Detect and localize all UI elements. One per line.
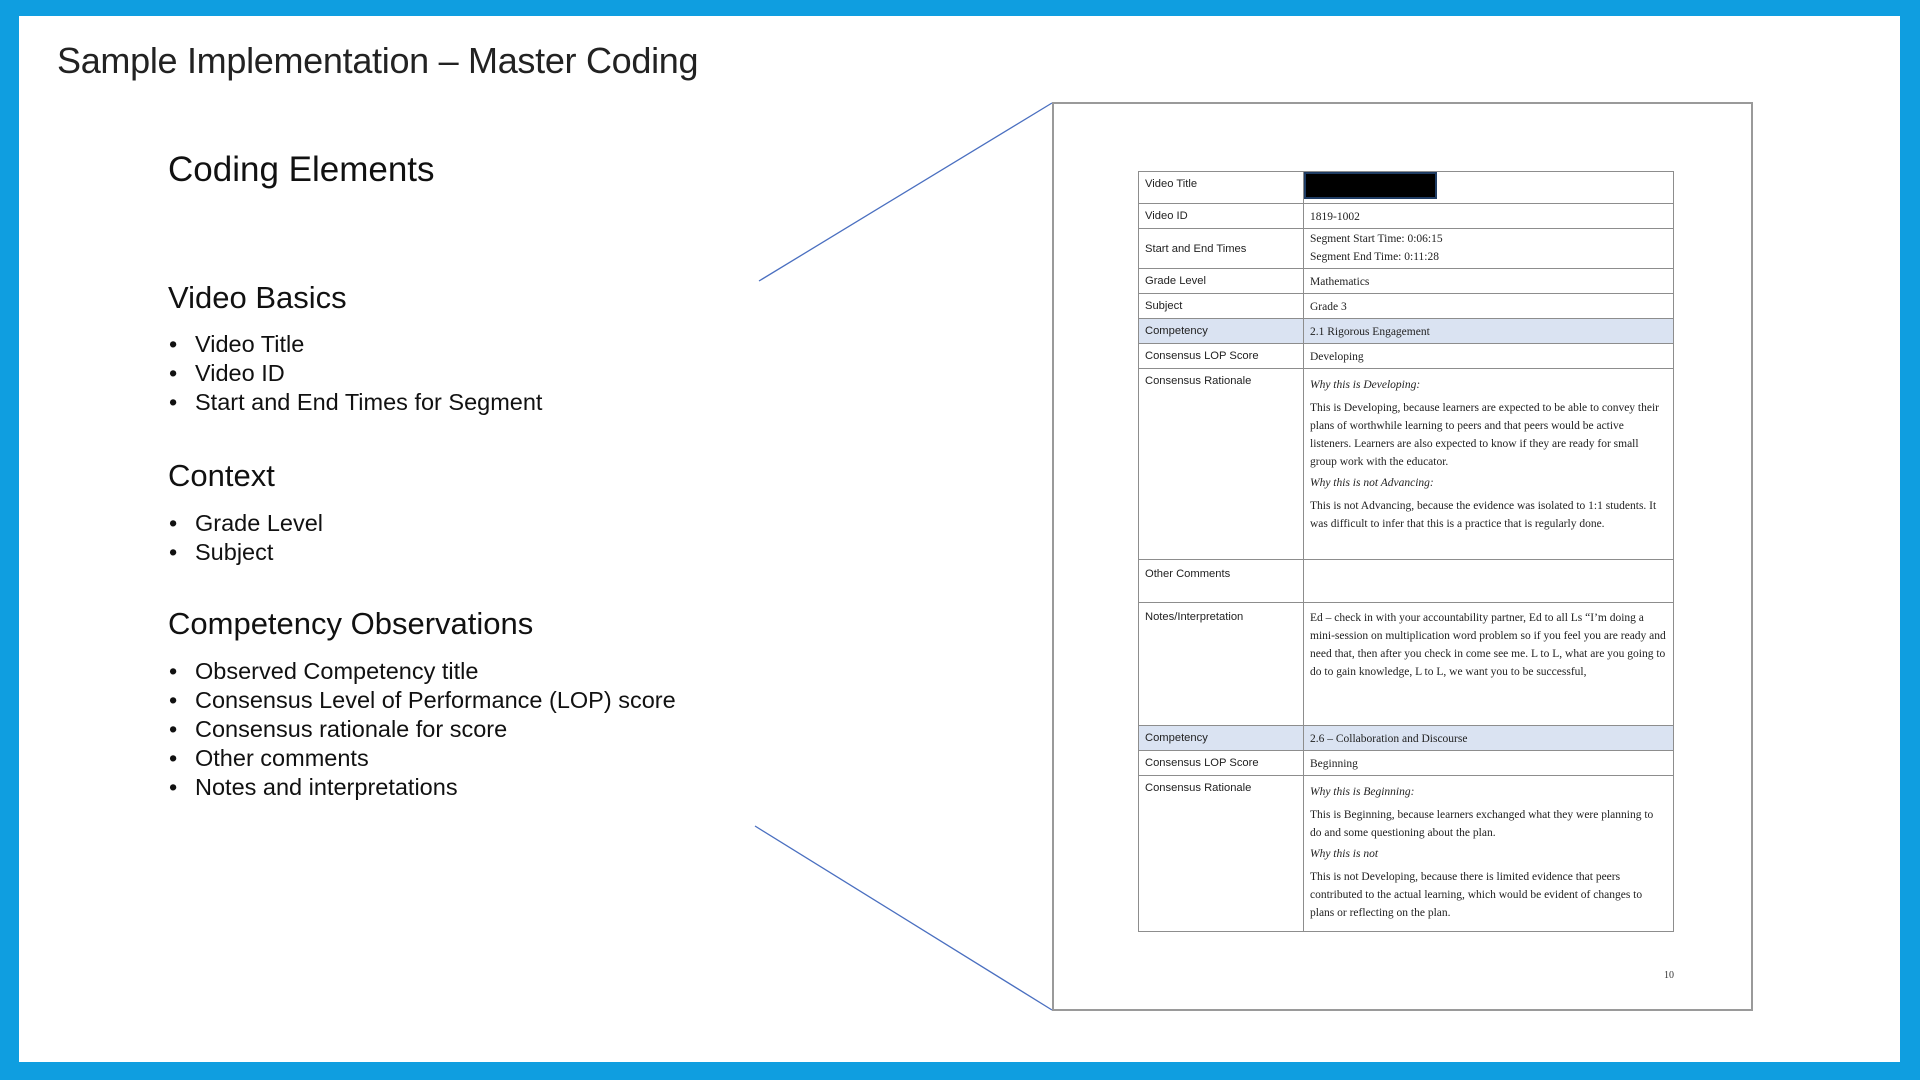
rationale-1-whynot: Why this is not Advancing: — [1310, 477, 1434, 489]
rationale-2-why: Why this is Beginning: — [1310, 786, 1415, 798]
value-notes: Ed – check in with your accountability partner, Ed to all Ls “I’m doing a mini-session on multiplication word problem so if you feel you are ready and need that, then after you check in come see me. L to L, what are you going to do to gain knowledge, L to L, we want you to be successful, — [1304, 603, 1674, 726]
value-video-title — [1304, 172, 1674, 204]
label-subject: Subject — [1139, 294, 1304, 319]
table-row — [1139, 751, 1674, 776]
value-rationale-1 — [1304, 369, 1674, 560]
value-other-comments — [1304, 560, 1674, 603]
label-competency-1: Competency — [1139, 319, 1304, 344]
list-item: • Notes and interpretations — [168, 773, 676, 802]
table-row — [1139, 172, 1674, 204]
table-row — [1139, 229, 1674, 269]
value-rationale-2 — [1304, 776, 1674, 932]
rationale-1-notbody: This is not Advancing, because the evidence was isolated to 1:1 students. It was difficult to infer that this is a practice that is regularly done. — [1310, 500, 1657, 530]
value-start-end — [1304, 229, 1674, 269]
segment-start-time: Segment Start Time: 0:06:15 — [1310, 233, 1443, 245]
table-row — [1139, 294, 1674, 319]
segment-end-time: Segment End Time: 0:11:28 — [1310, 251, 1439, 263]
label-grade-level: Grade Level — [1139, 269, 1304, 294]
table-row — [1139, 369, 1674, 560]
list-item: • Start and End Times for Segment — [168, 388, 542, 417]
value-grade-level: Mathematics — [1304, 269, 1674, 294]
value-video-id: 1819-1002 — [1304, 204, 1674, 229]
value-subject: Grade 3 — [1304, 294, 1674, 319]
rationale-1-why: Why this is Developing: — [1310, 379, 1421, 391]
list-item: • Consensus Level of Performance (LOP) score — [168, 686, 676, 715]
list-item: • Observed Competency title — [168, 657, 676, 686]
context-list — [168, 509, 323, 567]
list-item: • Grade Level — [168, 509, 323, 538]
redacted-title-block — [1304, 172, 1437, 199]
coding-form-table — [1138, 171, 1674, 932]
connector-line-bottom — [755, 826, 1052, 1010]
competency-observations-list — [168, 657, 676, 802]
value-lop-score-1: Developing — [1304, 344, 1674, 369]
slide-title: Sample Implementation – Master Coding — [57, 40, 699, 81]
table-row — [1139, 776, 1674, 932]
label-competency-2: Competency — [1139, 726, 1304, 751]
table-row — [1139, 319, 1674, 344]
section-title-context: Context — [168, 458, 275, 493]
coding-elements-panel — [168, 150, 868, 800]
value-competency-2: 2.6 – Collaboration and Discourse — [1304, 726, 1674, 751]
table-row — [1139, 603, 1674, 726]
section-title-competency-observations: Competency Observations — [168, 606, 534, 641]
label-rationale-2: Consensus Rationale — [1139, 776, 1304, 932]
label-start-end: Start and End Times — [1139, 229, 1304, 269]
label-lop-score-1: Consensus LOP Score — [1139, 344, 1304, 369]
table-row — [1139, 344, 1674, 369]
rationale-2-whynot: Why this is not — [1310, 848, 1379, 860]
section-title-video-basics: Video Basics — [168, 280, 347, 315]
page-number: 10 — [1664, 970, 1674, 981]
list-item: • Other comments — [168, 744, 676, 773]
value-competency-1: 2.1 Rigorous Engagement — [1304, 319, 1674, 344]
list-item: • Consensus rationale for score — [168, 715, 676, 744]
list-item: • Subject — [168, 538, 323, 567]
video-basics-list — [168, 330, 542, 417]
rationale-2-notbody: This is not Developing, because there is limited evidence that peers contributed to the actual learning, which would be evident of changes to plans or reflecting on the plan. — [1310, 871, 1643, 919]
label-video-title: Video Title — [1139, 172, 1304, 204]
table-row — [1139, 204, 1674, 229]
table-row — [1139, 269, 1674, 294]
label-notes: Notes/Interpretation — [1139, 603, 1304, 726]
connector-line-top — [759, 103, 1052, 281]
coding-elements-heading: Coding Elements — [168, 150, 435, 189]
list-item: • Video ID — [168, 359, 542, 388]
label-lop-score-2: Consensus LOP Score — [1139, 751, 1304, 776]
label-other-comments: Other Comments — [1139, 560, 1304, 603]
label-video-id: Video ID — [1139, 204, 1304, 229]
document-page-preview — [1052, 102, 1753, 1011]
slide — [19, 16, 1900, 1062]
rationale-2-body: This is Beginning, because learners exchanged what they were planning to do and some questioning about the plan. — [1310, 809, 1654, 839]
rationale-1-body: This is Developing, because learners are expected to be able to convey their plans of worthwhile learning to peers and that peers would be active listeners. Learners are also expected to know if they are ready for small group work with the educator. — [1310, 402, 1660, 468]
table-row — [1139, 726, 1674, 751]
label-rationale-1: Consensus Rationale — [1139, 369, 1304, 560]
value-lop-score-2: Beginning — [1304, 751, 1674, 776]
list-item: • Video Title — [168, 330, 542, 359]
table-row — [1139, 560, 1674, 603]
